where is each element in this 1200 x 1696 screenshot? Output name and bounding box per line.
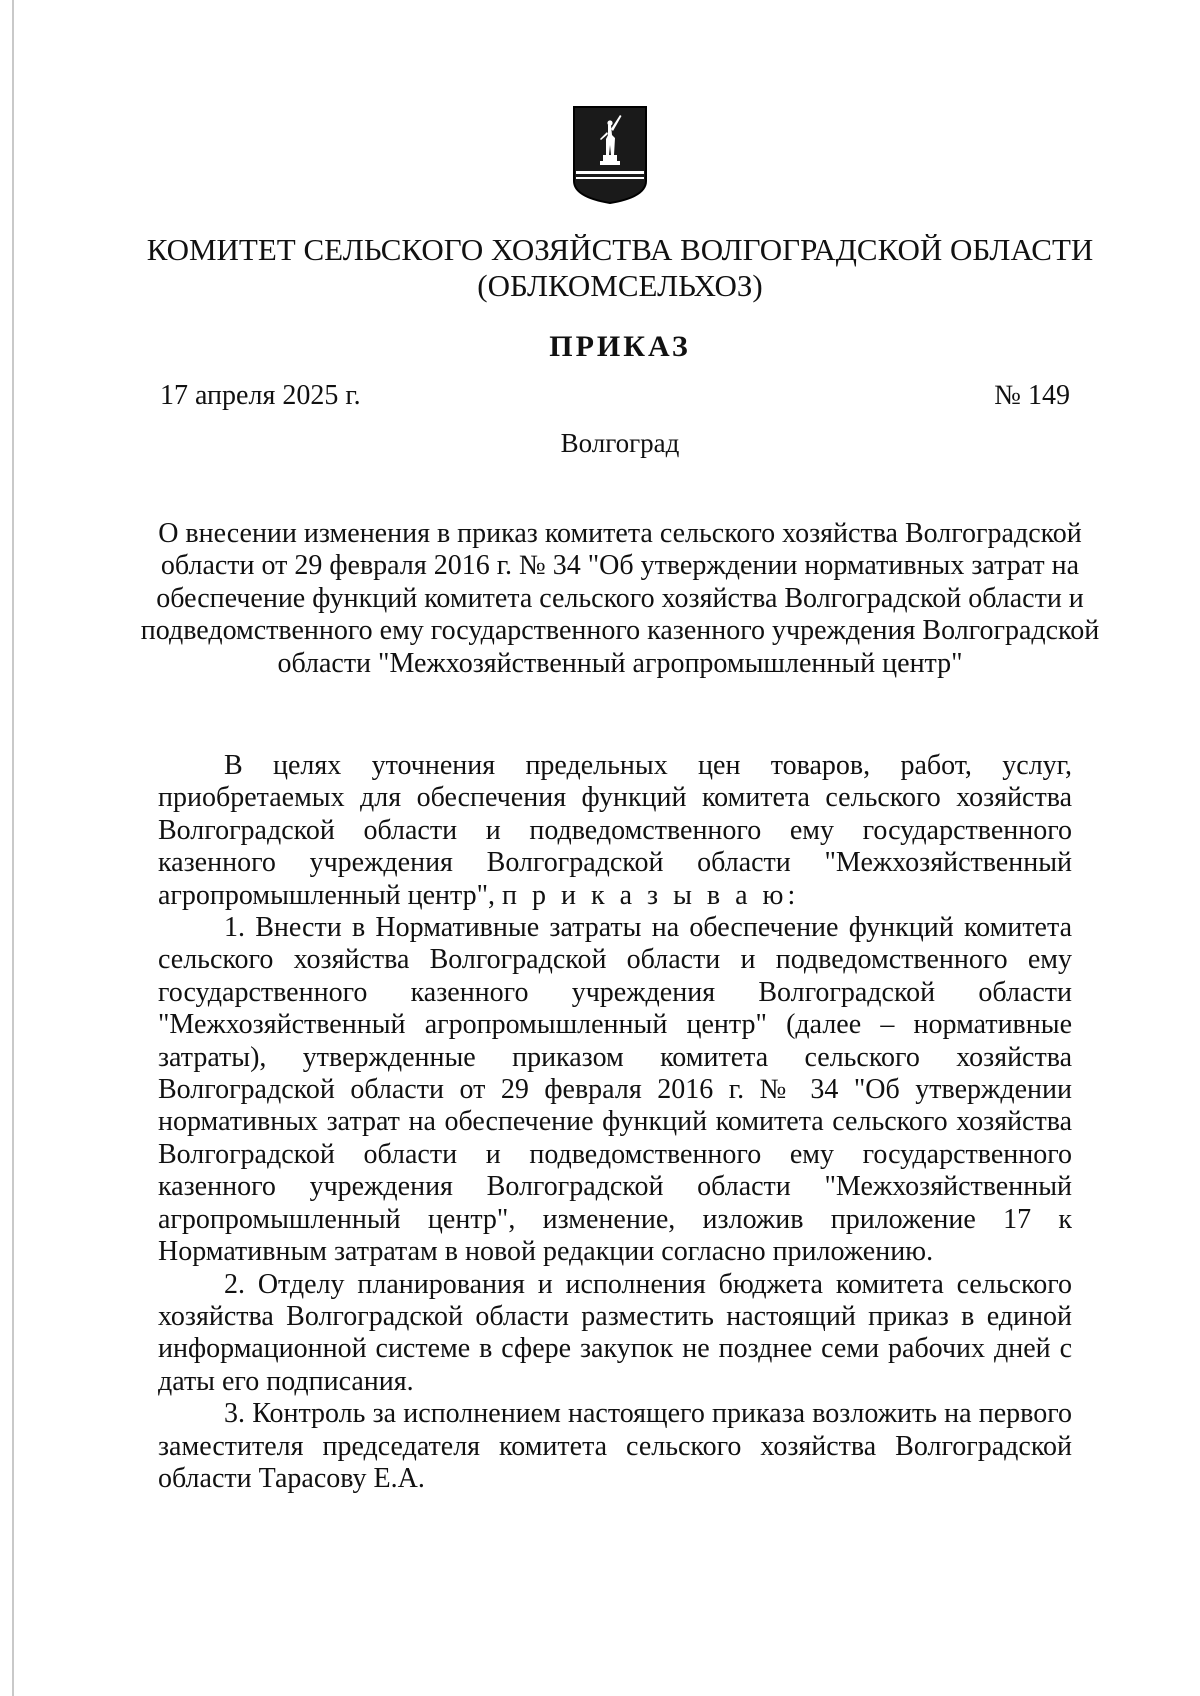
- order-date: 17 апреля 2025 г.: [160, 380, 361, 411]
- directive-word: п р и к а з ы в а ю:: [502, 879, 800, 911]
- order-number: № 149: [994, 380, 1070, 411]
- organization-short-name: (ОБЛКОМСЕЛЬХОЗ): [477, 268, 763, 303]
- document-title: ПРИКАЗ: [549, 330, 691, 363]
- item-1: 1. Внести в Нормативные затраты на обеспечение функций комитета сельского хозяйства Волгоградской области и подведомственного ему государственного казенного учреждения Волгоградской области "Межхозяйственный агропромышленный центр" (далее – нормативные затраты), утвержденные приказом комитета сельского хозяйства Волгоградской области от 29 февраля 2016 г. № 34 "Об утверждении нормативных затрат на обеспечение функций комитета сельского хозяйства Волгоградской области и подведомственного ему государственного казенного учреждения Волгоградской области "Межхозяйственный агропромышленный центр", изменение, изложив приложение 17 к Нормативным затратам в новой редакции согласно приложению.: [158, 912, 1072, 1268]
- item-3: 3. Контроль за исполнением настоящего приказа возложить на первого заместителя председателя комитета сельского хозяйства Волгоградской области Тарасову Е.А.: [158, 1398, 1072, 1494]
- organization-name: КОМИТЕТ СЕЛЬСКОГО ХОЗЯЙСТВА ВОЛГОГРАДСКОЙ ОБЛАСТИ: [146, 232, 1094, 267]
- scan-edge-line: [12, 0, 14, 1696]
- order-subject: О внесении изменения в приказ комитета сельского хозяйства Волгоградской области от 29 февраля 2016 г. № 34 "Об утверждении нормативных затрат на обеспечение функций комитета сельского хозяйства Волгоградской области и подведомственного ему государственного казенного учреждения Волгоградской области "Межхозяйственный агропромышленный центр": [140, 518, 1100, 679]
- preamble-text: В целях уточнения предельных цен товаров, работ, услуг, приобретаемых для обеспечения функций комитета сельского хозяйства Волгоградской области и подведомственного ему государственного казенного учреждения Волгоградской области "Межхозяйственный агропромышленный центр",: [158, 750, 1072, 911]
- preamble-paragraph: [158, 750, 1072, 912]
- item-2: 2. Отделу планирования и исполнения бюджета комитета сельского хозяйства Волгоградской области разместить настоящий приказ в единой информационной системе в сфере закупок не позднее семи рабочих дней с даты его подписания.: [158, 1268, 1072, 1397]
- volgograd-coat-of-arms-icon: [570, 105, 650, 205]
- order-body: [158, 750, 1072, 1495]
- order-city: Волгоград: [560, 428, 680, 458]
